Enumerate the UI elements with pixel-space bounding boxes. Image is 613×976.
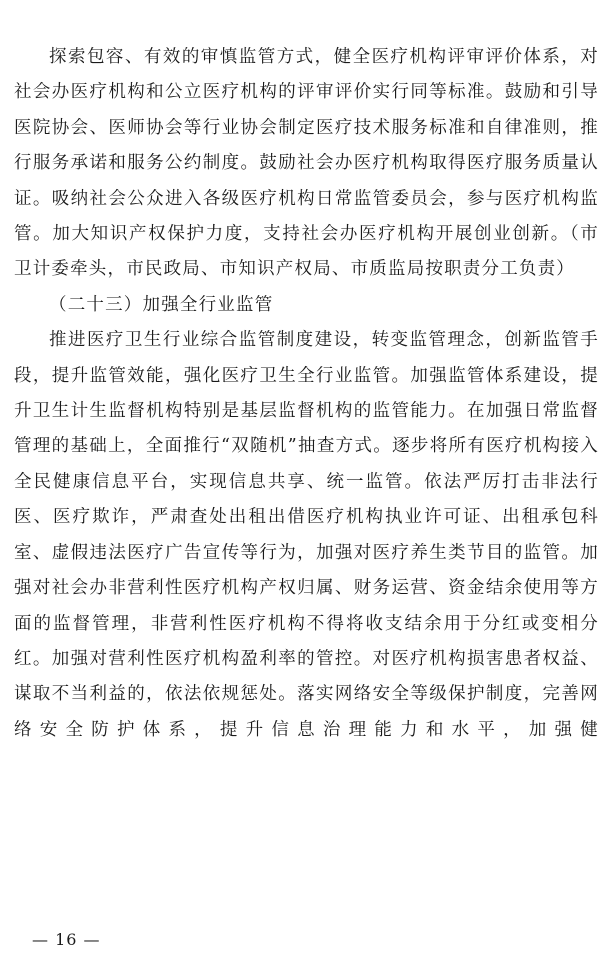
paragraph-oversight-methods: 探索包容、有效的审慎监管方式，健全医疗机构评审评价体系，对社会办医疗机构和公立医疗机构的评审评价实行同等标准。鼓励和引导医院协会、医师协会等行业协会制定医疗技术服务标准和自律准则，推行服务承诺和服务公约制度。鼓励社会办医疗机构取得医疗服务质量认证。吸纳社会公众进入各级医疗机构日常监管委员会，参与医疗机构监管。加大知识产权保护力度，支持社会办医疗机构开展创业创新。（市卫计委牵头，市民政局、市知识产权局、市质监局按职责分工负责）: [14, 47, 599, 280]
paragraph-industry-supervision: 推进医疗卫生行业综合监管制度建设，转变监管理念，创新监管手段，提升监管效能，强化医疗卫生全行业监管。加强监管体系建设，提升卫生计生监督机构特别是基层监督机构的监管能力。在加强日常监督管理的基础上，全面推行“双随机”抽查方式。逐步将所有医疗机构接入全民健康信息平台，实现信息共享、统一监管。依法严厉打击非法行医、医疗欺诈，严肃查处出租出借医疗机构执业许可证、出租承包科室、虚假违法医疗广告宣传等行为，加强对医疗养生类节目的监管。加强对社会办非营利性医疗机构产权归属、财务运营、资金结余使用等方面的监督管理，非营利性医疗机构不得将收支结余用于分红或变相分红。加强对营利性医疗机构盈利率的管控。对医疗机构损害患者权益、谋取不当利益的，依法依规惩处。落实网络安全等级保护制度，完善网络安全防护体系，提升信息治理能力和水平，加强健: [14, 330, 599, 740]
section-heading: （二十三）加强全行业监管: [49, 294, 274, 315]
body-text: [14, 40, 599, 748]
page-number: — 16 —: [32, 930, 101, 949]
